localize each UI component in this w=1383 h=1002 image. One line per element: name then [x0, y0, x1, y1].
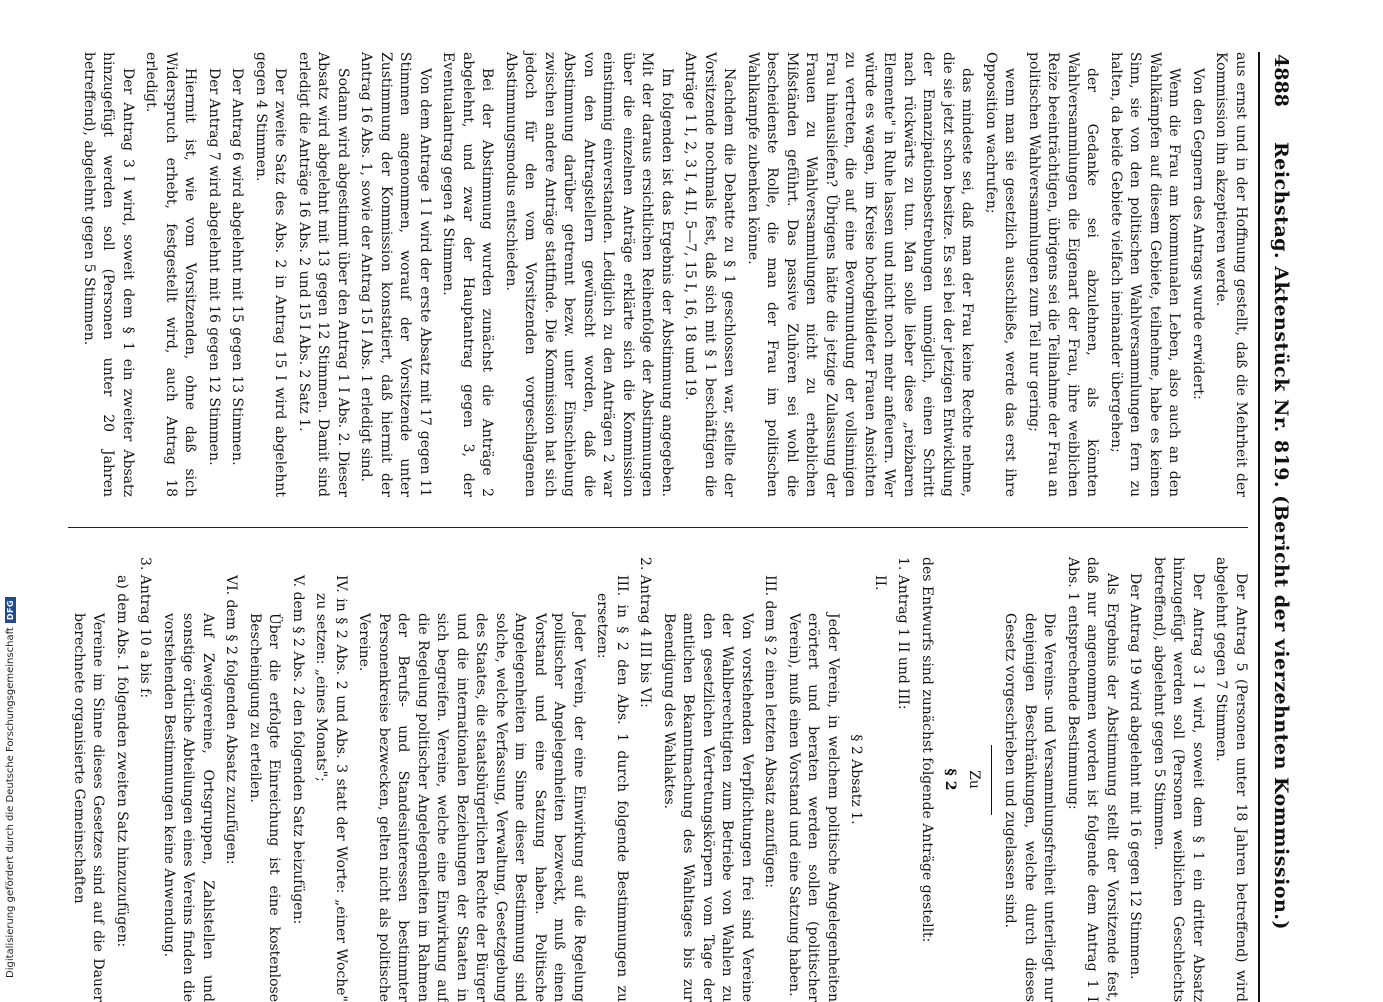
list-item: a) dem Abs. 1 folgenden zweiten Satz hinzuzufügen:: [114, 575, 130, 948]
quoted-provision: Jeder Verein, in welchem politische Angelegenheiten erörtert und beraten werden sollen (politischer Verein), muß einen Vorstand und eine Satzung haben.: [786, 613, 841, 1002]
list-item: II.: [872, 575, 888, 591]
page-number: 4888: [1270, 54, 1292, 107]
list-item: IV. in § 2 Abs. 2 und Abs. 3 statt der Worte: „einer Woche" zu setzen: „eines Monats";: [313, 575, 349, 1002]
separator-rule: [991, 745, 992, 815]
paragraph: aus ernst und in der Hoffnung gestellt, daß die Mehrheit der Kommission ihn akzeptieren werde.: [1213, 52, 1249, 497]
digitization-text: Digitalisierung gefördert durch die Deutsche Forschungsgemeinschaft: [4, 627, 16, 978]
paragraph: Hiermit ist, wie vom Vorsitzenden, ohne daß sich Widerspruch erhebt, festgestellt wird, auch Antrag 18 erledigt.: [143, 52, 199, 497]
subheading: § 2 Absatz 1.: [848, 734, 865, 825]
paragraph: Als Ergebnis der Abstimmung stellt der Vorsitzende fest, daß nur angenommen worden ist folgende dem Antrag 1 I Abs. 1 entsprechende Bestimmung:: [1065, 557, 1120, 1002]
column-divider: [68, 527, 1248, 528]
list-item: 2. Antrag 4 III bis VI:: [637, 557, 654, 708]
paragraph: Im folgenden ist das Ergebnis der Abstimmung angegeben. Mit der daraus ersichtlichen Reihenfolge der Abstimmungen über die einzelnen Anträge erklärte sich die Kommission einstimmig einverstanden. Lediglich zu den Anträgen 2 war von den Antragstellern gewünscht worden, daß die Abstimmung darüber getrennt bezw. unter Einschiebung zwischen andere Anträge stattfinde. Die Kommission hat sich jedoch für den vom Vorsitzenden vorgeschlagenen Abstimmungsmodus entschieden.: [503, 52, 675, 497]
paragraph: der Gedanke sei abzulehnen, als könnten Wahlversammlungen die Eigenart der Frau, ihre weiblichen Reize beeinträchtigen, übrigens sei die Teilnahme der Frau an politischen Wahlversammlungen zum Teil nur gering;: [1026, 52, 1101, 497]
paragraph: Von den Gegnern des Antrags wurde erwidert:: [1190, 68, 1206, 400]
quoted-provision: Vereine im Sinne dieses Gesetzes sind auf die Dauer berechnete organisierte Gemeinschaften: [71, 613, 107, 1002]
list-item: III. in § 2 den Abs. 1 durch folgende Bestimmungen zu ersetzen:: [594, 575, 630, 1002]
paragraph: Der Antrag 19 wird abgelehnt mit 16 gegen 12 Stimmen.: [1127, 573, 1144, 980]
list-item: 1. Antrag 1 II und III:: [895, 557, 912, 710]
paragraph: Nachdem die Debatte zu § 1 geschlossen war, stellte der Vorsitzende nochmals fest, daß sich mit § 1 beschäftigen die Anträge 1 I, 2, 3 I, 4 II, 5—7, 15 I, 16, 18 und 19.: [682, 52, 738, 497]
paragraph: Der Antrag 7 wird abgelehnt mit 16 gegen 12 Stimmen.: [206, 68, 222, 466]
section-intro: Zu: [966, 770, 982, 789]
paragraph: wenn man sie gesetzlich ausschließe, werde das erst ihre Opposition wachrufen;: [983, 52, 1019, 497]
paragraph: Der zweite Satz des Abs. 2 in Antrag 15 I wird abgelehnt gegen 4 Stimmen.: [253, 52, 289, 497]
paragraph: Der Antrag 5 (Personen unter 18 Jahren betreffend) wird abgelehnt gegen 7 Stimmen.: [1213, 557, 1249, 1002]
rotated-page: [60, 52, 1300, 1002]
paragraph: des Entwurfs sind zunächst folgende Anträge gestellt:: [919, 557, 935, 943]
left-column: [75, 52, 1251, 497]
paragraph: das mindeste sei, daß man der Frau keine Rechte nehme, die sie jetzt schon besitze. Es sei bei der jetzigen Entwicklung der Emanzipationsbestrebungen unmöglich, einen Schritt nach rückwärts zu tun. Man solle lieber diese „reizbaren Elemente" in Ruhe lassen und nicht noch mehr anfeuern. Wer würde es wagen, im Kreise hochgebildeter Frauen Ansichten zu vertreten, die auf eine Bevormundung der vollsinnigen Frau hinausliefen? Übrigens hätte die jetzige Zulassung der Frauen zu Wahlversammlungen nicht zu erheblichen Mißständen geführt. Das passive Zuhören sei wohl die bescheidenste Rolle, die man der Frau im politischen Wahlkampfe zubenken könne.: [745, 52, 976, 497]
quoted-provision: Über die erfolgte Einreichung ist eine kostenlose Bescheinigung zu erteilen.: [247, 613, 283, 1002]
list-item: V. dem § 2 Abs. 2 den folgenden Satz beizufügen:: [290, 575, 306, 925]
page-header: [1258, 52, 1300, 1002]
list-item: III. dem § 2 einen letzten Absatz anzufügen:: [762, 575, 779, 888]
right-column: [65, 557, 1251, 1002]
paragraph: Von dem Antrage 1 I wird der erste Absatz mit 17 gegen 11 Stimmen angenommen, worauf der Vorsitzende unter Zustimmung der Kommission konstatiert, daß hiermit der Antrag 16 Abs. 1, sowie der Antrag 15 I Abs. 1 erledigt sind.: [358, 52, 433, 497]
paragraph: Wenn die Frau am kommunalen Leben, also auch an den Wahlkämpfen auf diesem Gebiete, teilnehme, habe es keinen Sinn, sie von den politischen Wahlversammlungen fern zu halten, da beide Gebiete vielfach ineinander übergehen;: [1108, 52, 1183, 497]
quoted-provision: Von vorstehenden Verpflichtungen frei sind Vereine der Wahlberechtigten zum Betriebe von Wahlen zu den gesetzlichen Vertretungskörpern vom Tage der amtlichen Bekanntmachung des Wahltages bis zur Beendigung des Wahlaktes.: [661, 613, 755, 1002]
list-item: VI. dem § 2 folgenden Absatz zuzufügen:: [223, 575, 240, 865]
running-title: Reichstag. Aktenstück Nr. 819. (Bericht der vierzehnten Kommission.): [1270, 142, 1292, 930]
paragraph: Bei der Abstimmung wurden zunächst die Anträge 2 abgelehnt, und zwar der Hauptantrag gegen 3, der Eventualantrag gegen 4 Stimmen.: [440, 52, 496, 497]
paragraph: Der Antrag 3 I wird, soweit dem § 1 ein zweiter Absatz hinzugefügt werden soll (Personen unter 20 Jahren betreffend), abgelehnt gegen 5 Stimmen.: [81, 52, 136, 497]
section-heading: § 2: [942, 768, 959, 791]
quoted-provision: Auf Zweigvereine, Ortsgruppen, Zahlstellen und sonstige örtliche Abteilungen eines Vereins finden die vorstehenden Bestimmungen keine Anwendung.: [161, 613, 216, 1002]
list-item: 3. Antrag 10 a bis f:: [137, 557, 154, 699]
paragraph: Der Antrag 6 wird abgelehnt mit 15 gegen 13 Stimmen.: [229, 68, 246, 466]
quoted-provision: Jeder Verein, der eine Einwirkung auf die Regelung politischer Angelegenheiten bezweckt, muß einen Vorstand und eine Satzung haben. Politische Angelegenheiten im Sinne dieser Bestimmung sind solche, welche Verfassung, Verwaltung, Gesetzgebung des Staates, die staatsbürgerlichen Rechte der Bürger und die internationalen Beziehungen der Staaten in sich begreifen. Vereine, welche eine Einwirkung auf die Regelung politischer Angelegenheiten im Rahmen der Berufs- und Standesinteressen bestimmter Personenkreise bezwecken, gelten nicht als politische Vereine.: [356, 613, 587, 1002]
dfg-logo: DFG: [5, 597, 16, 623]
paragraph: Der Antrag 3 I wird, soweit dem § 1 ein dritter Absatz hinzugefügt werden soll (Personen weiblichen Geschlechts betreffend), abgelehnt gegen 5 Stimmen.: [1151, 557, 1206, 1002]
quoted-provision: Die Vereins- und Versammlungsfreiheit unterliegt nur denjenigen Beschränkungen, welche durch dieses Gesetz vorgeschrieben und zugelassen sind.: [1002, 613, 1058, 1002]
digitization-note: [2, 0, 18, 978]
paragraph: Sodann wird abgestimmt über den Antrag 1 I Abs. 2. Dieser Absatz wird abgelehnt mit 13 gegen 12 Stimmen. Damit sind erledigt die Anträge 16 Abs. 2 und 15 I Abs. 2 Satz 1.: [296, 52, 351, 497]
